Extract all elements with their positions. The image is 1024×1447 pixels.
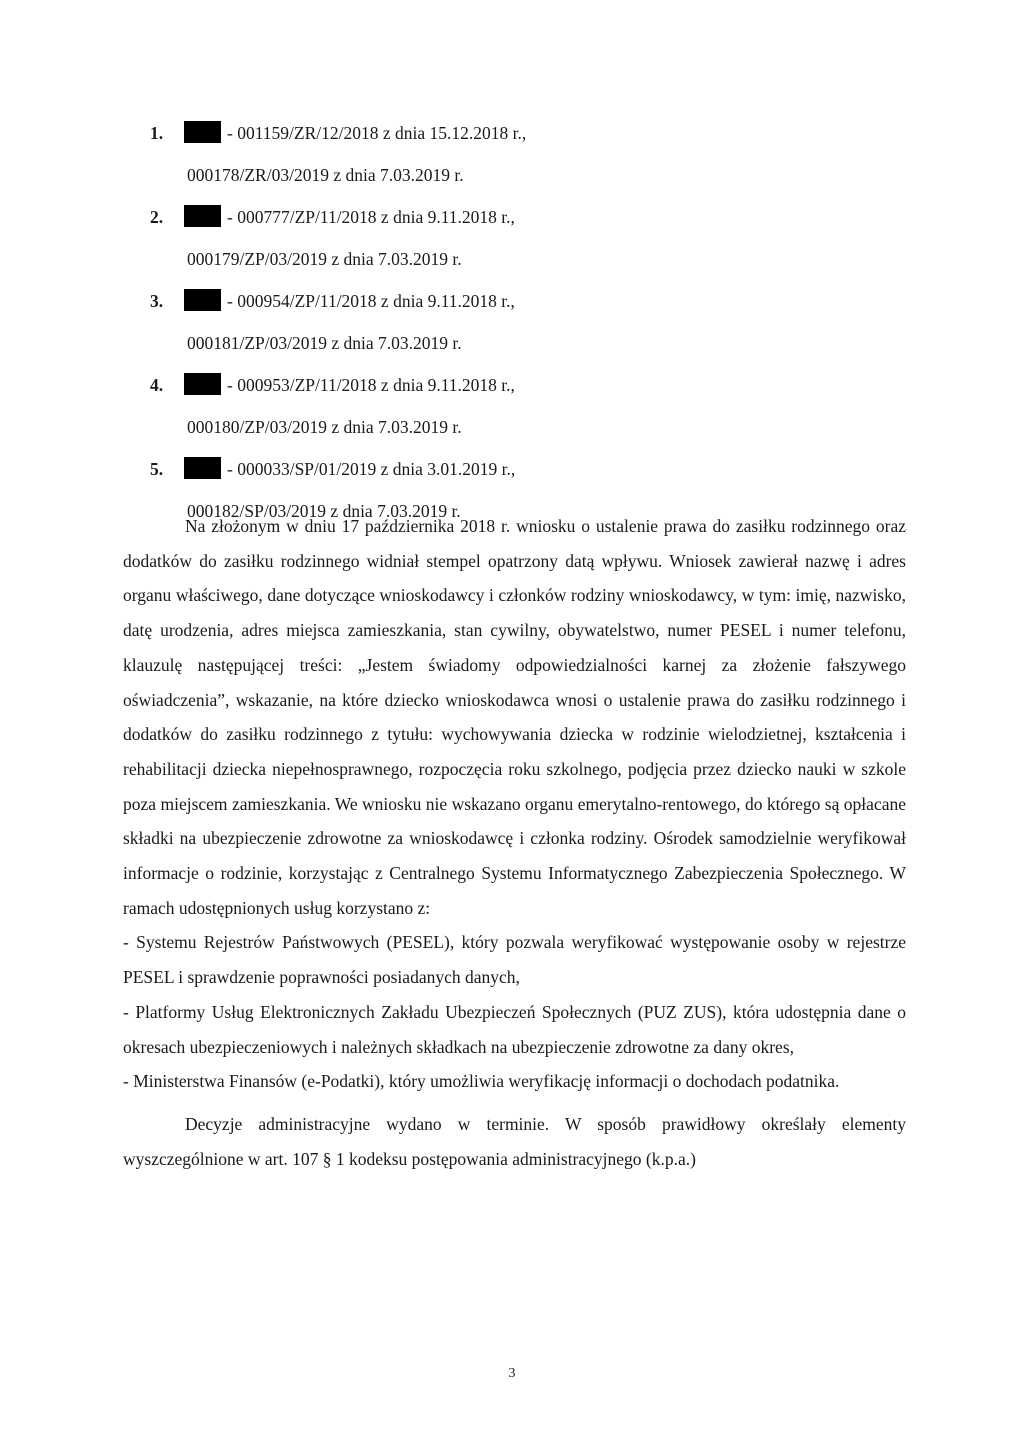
decision-reference-continued: 000178/ZR/03/2019 z dnia 7.03.2019 r.	[187, 165, 464, 185]
redaction-block	[184, 457, 221, 479]
decision-reference-continued: 000179/ZP/03/2019 z dnia 7.03.2019 r.	[187, 249, 462, 269]
list-number: 1.	[150, 123, 164, 143]
list-item	[150, 370, 910, 454]
list-number: 2.	[150, 207, 164, 227]
decision-reference: - 001159/ZR/12/2018 z dnia 15.12.2018 r.,	[227, 123, 527, 143]
body-text	[123, 509, 906, 1176]
decision-reference: - 000033/SP/01/2019 z dnia 3.01.2019 r.,	[227, 459, 516, 479]
decision-reference-continued: 000182/SP/03/2019 z dnia 7.03.2019 r.	[187, 501, 461, 521]
list-item	[150, 202, 910, 286]
decision-reference-continued: 000181/ZP/03/2019 z dnia 7.03.2019 r.	[187, 333, 462, 353]
list-number: 3.	[150, 291, 164, 311]
paragraph-puz-zus: - Platformy Usług Elektronicznych Zakładu Ubezpieczeń Społecznych (PUZ ZUS), która udostępnia dane o okresach ubezpieczeniowych i należnych składkach na ubezpieczenie zdrowotne za dany okres,	[123, 1001, 906, 1057]
paragraph-e-podatki: - Ministerstwa Finansów (e-Podatki), który umożliwia weryfikację informacji o dochodach podatnika.	[123, 1071, 840, 1092]
paragraph-pesel: - Systemu Rejestrów Państwowych (PESEL), który pozwala weryfikować występowanie osoby w rejestrze PESEL i sprawdzenie poprawności posiadanych danych,	[123, 932, 906, 988]
redaction-block	[184, 205, 221, 227]
decision-reference: - 000954/ZP/11/2018 z dnia 9.11.2018 r.,	[227, 291, 515, 311]
decision-reference-continued: 000180/ZP/03/2019 z dnia 7.03.2019 r.	[187, 417, 462, 437]
decision-reference: - 000777/ZP/11/2018 z dnia 9.11.2018 r.,	[227, 207, 515, 227]
redaction-block	[184, 373, 221, 395]
redaction-block	[184, 121, 221, 143]
page-number: 3	[508, 1366, 516, 1381]
list-item	[150, 118, 910, 202]
paragraph-decisions: Decyzje administracyjne wydano w terminie. W sposób prawidłowy określały elementy wyszczególnione w art. 107 § 1 kodeksu postępowania administracyjnego (k.p.a.)	[123, 1113, 906, 1169]
decision-list	[150, 118, 910, 538]
list-number: 5.	[150, 459, 164, 479]
list-number: 4.	[150, 375, 164, 395]
redaction-block	[184, 289, 221, 311]
decision-reference: - 000953/ZP/11/2018 z dnia 9.11.2018 r.,	[227, 375, 515, 395]
paragraph-main: Na złożonym w dniu 17 października 2018 r. wniosku o ustalenie prawa do zasiłku rodzinnego oraz dodatków do zasiłku rodzinnego widniał stempel opatrzony datą wpływu. Wniosek zawierał nazwę i adres organu właściwego, dane dotyczące wnioskodawcy i członków rodziny wnioskodawcy, w tym: imię, nazwisko, datę urodzenia, adres miejsca zamieszkania, stan cywilny, obywatelstwo, numer PESEL i numer telefonu, klauzulę następującej treści: „Jestem świadomy odpowiedzialności karnej za złożenie fałszywego oświadczenia”, wskazanie, na które dziecko wnioskodawca wnosi o ustalenie prawa do zasiłku rodzinnego i dodatków do zasiłku rodzinnego z tytułu: wychowywania dziecka w rodzinie wielodzietnej, kształcenia i rehabilitacji dziecka niepełnosprawnego, rozpoczęcia roku szkolnego, podjęcia przez dziecko nauki w szkole poza miejscem zamieszkania. We wniosku nie wskazano organu emerytalno-rentowego, do którego są opłacane składki na ubezpieczenie zdrowotne za wnioskodawcę i członka rodziny. Ośrodek samodzielnie weryfikował informacje o rodzinie, korzystając z Centralnego Systemu Informatycznego Zabezpieczenia Społecznego. W ramach udostępnionych usług korzystano z:	[123, 516, 906, 918]
list-item	[150, 286, 910, 370]
